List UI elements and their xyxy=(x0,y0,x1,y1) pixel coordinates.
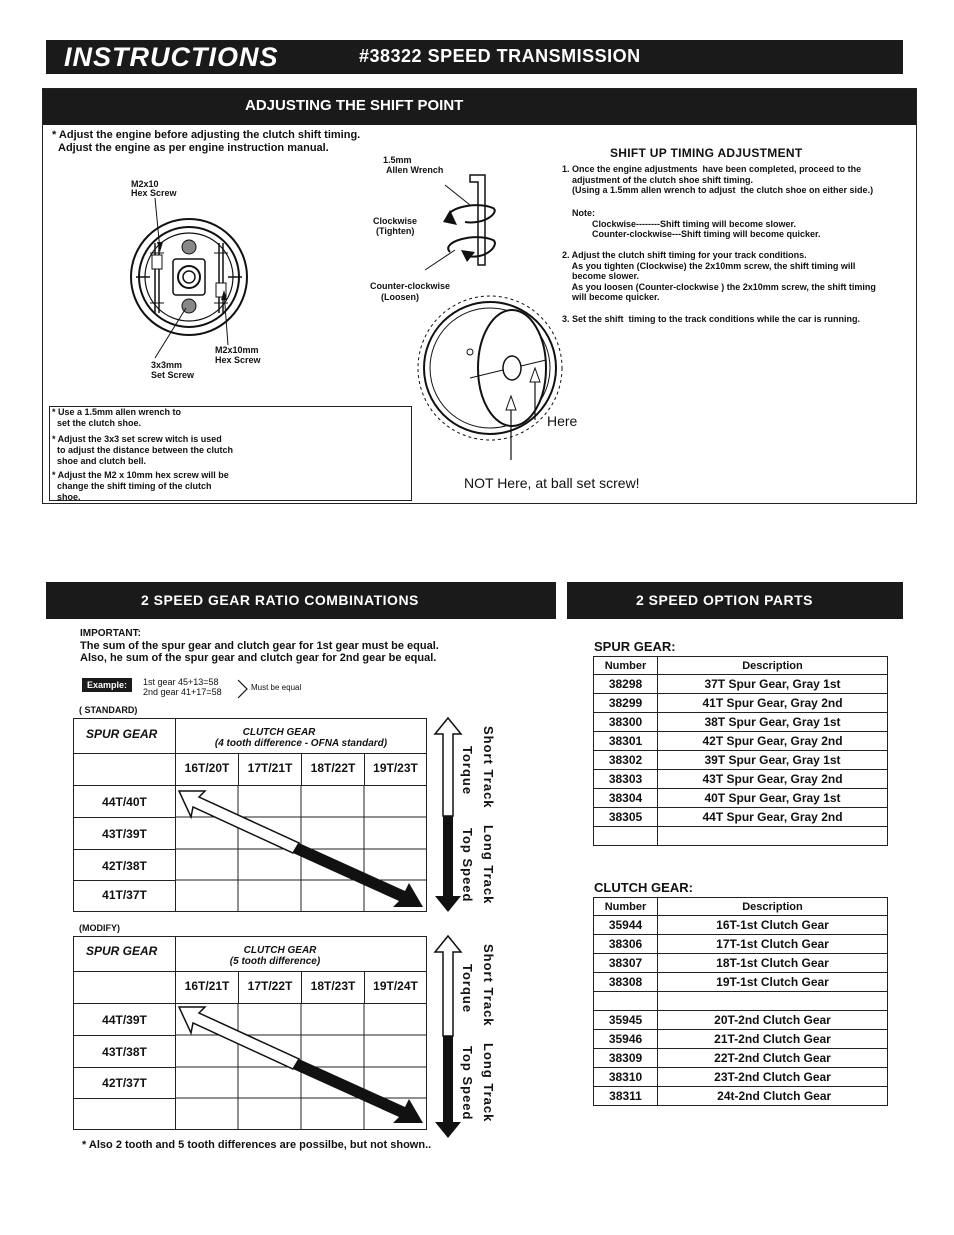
std-blank-cell xyxy=(73,753,176,786)
mod-row-1: 44T/39T xyxy=(102,1013,147,1027)
mod-clutch-header: CLUTCH GEAR xyxy=(243,945,317,956)
part-number: 38298 xyxy=(594,675,658,694)
std-ratio-arrow xyxy=(175,785,427,912)
std-clutch-header: CLUTCH GEAR xyxy=(242,727,316,738)
important-line-2: Also, he sum of the spur gear and clutch gear for 2nd gear be equal. xyxy=(80,652,437,664)
part-number: 38303 xyxy=(594,770,658,789)
timing-step-1: 1. Once the engine adjustments have been completed, proceed to the adjustment of the clutch shoe shift timing. (Using a 1.5mm allen wrench to adjust the clutch shoe on either side.) xyxy=(562,164,874,195)
table-row xyxy=(594,770,888,789)
table-row xyxy=(594,789,888,808)
example-badge: Example: xyxy=(82,678,132,692)
tip-3: * Adjust the M2 x 10mm hex screw will be change the shift timing of the clutch shoe. xyxy=(52,470,229,502)
option-heading-bar xyxy=(567,582,903,619)
mod-col-3: 18T/23T xyxy=(310,979,356,993)
part-description: 39T Spur Gear, Gray 1st xyxy=(658,751,888,770)
table-row xyxy=(594,1068,888,1087)
part-description: 23T-2nd Clutch Gear xyxy=(658,1068,888,1087)
timing-step-2: 2. Adjust the clutch shift timing for your track conditions. As you tighten (Clockwise) the 2x10mm screw, the shift timing will become slower. As you loosen (Counter-clockwise ) the 2x10mm screw, the shift timing will become quicker. xyxy=(562,250,876,302)
table-row xyxy=(594,935,888,954)
mod-blank-cell xyxy=(73,971,176,1004)
part-number: 38304 xyxy=(594,789,658,808)
example-line-2: 2nd gear 41+17=58 xyxy=(143,687,222,697)
engine-note-1: * Adjust the engine before adjusting the clutch shift timing. xyxy=(52,129,361,141)
part-description: 22T-2nd Clutch Gear xyxy=(658,1049,888,1068)
table-row xyxy=(594,954,888,973)
part-number xyxy=(594,827,658,846)
mod-ratio-arrow xyxy=(175,1003,427,1130)
part-description: 37T Spur Gear, Gray 1st xyxy=(658,675,888,694)
part-description: 18T-1st Clutch Gear xyxy=(658,954,888,973)
tip-2: * Adjust the 3x3 set screw witch is used to adjust the distance between the clutch shoe and clutch bell. xyxy=(52,434,234,466)
table-row xyxy=(594,808,888,827)
label-tighten: (Tighten) xyxy=(376,226,415,236)
mod-row-cell-4 xyxy=(73,1098,176,1130)
page-subtitle: #38322 SPEED TRANSMISSION xyxy=(359,46,641,66)
shift-heading-bar xyxy=(43,89,916,125)
gear-wrench-illustration xyxy=(415,170,565,460)
part-description: 44T Spur Gear, Gray 2nd xyxy=(658,808,888,827)
must-be-equal: Must be equal xyxy=(251,683,302,692)
label-m2x10: M2x10 xyxy=(131,179,159,189)
part-number: 38299 xyxy=(594,694,658,713)
part-number: 35945 xyxy=(594,1011,658,1030)
label-here: Here xyxy=(547,413,578,429)
part-description: 17T-1st Clutch Gear xyxy=(658,935,888,954)
part-description: 41T Spur Gear, Gray 2nd xyxy=(658,694,888,713)
table-row xyxy=(594,916,888,935)
important-label: IMPORTANT: xyxy=(80,628,141,639)
table-row xyxy=(594,827,888,846)
mod-row-2: 43T/38T xyxy=(102,1045,147,1059)
std-clutch-sub: (4 tooth difference - OFNA standard) xyxy=(214,738,388,749)
std-col-2: 17T/21T xyxy=(247,761,293,775)
tip-1: * Use a 1.5mm allen wrench to set the clutch shoe. xyxy=(52,407,182,428)
table-row xyxy=(594,751,888,770)
table-row xyxy=(594,1049,888,1068)
table-row xyxy=(594,992,888,1011)
mod-torque: Torque xyxy=(460,964,475,1014)
label-clockwise: Clockwise xyxy=(373,216,418,226)
clutch-col-description: Description xyxy=(658,898,888,916)
part-number: 38302 xyxy=(594,751,658,770)
std-row-4: 41T/37T xyxy=(102,888,147,902)
label-m2x10mm: M2x10mm xyxy=(215,345,259,355)
label-loosen: (Loosen) xyxy=(381,292,419,302)
mod-long-track: Long Track xyxy=(481,1043,496,1123)
part-description: 16T-1st Clutch Gear xyxy=(658,916,888,935)
part-number: 35946 xyxy=(594,1030,658,1049)
table-row xyxy=(594,675,888,694)
timing-note: Note: Clockwise--------Shift timing will become slower. Counter-clockwise---Shift timing will become quicker. xyxy=(572,208,821,239)
table-row xyxy=(594,694,888,713)
std-row-3: 42T/38T xyxy=(102,859,147,873)
clutch-col-number: Number xyxy=(594,898,658,916)
part-number: 38309 xyxy=(594,1049,658,1068)
label-hex-screw: Hex Screw xyxy=(131,188,177,198)
std-side-arrow xyxy=(433,716,463,914)
mod-clutch-sub: (5 tooth difference) xyxy=(229,956,321,967)
important-line-1: The sum of the spur gear and clutch gear for 1st gear must be equal. xyxy=(80,640,439,652)
modify-tag: (MODIFY) xyxy=(79,923,120,933)
table-row xyxy=(594,1030,888,1049)
table-row xyxy=(594,713,888,732)
std-row-2: 43T/39T xyxy=(102,827,147,841)
label-set-screw: Set Screw xyxy=(151,370,195,380)
label-allen-wrench: Allen Wrench xyxy=(386,165,444,175)
shift-heading: ADJUSTING THE SHIFT POINT xyxy=(245,97,464,114)
mod-short-track: Short Track xyxy=(481,944,496,1027)
spur-col-number: Number xyxy=(594,657,658,675)
example-line-1: 1st gear 45+13=58 xyxy=(143,677,219,687)
mod-spur-header: SPUR GEAR xyxy=(86,944,158,958)
part-description xyxy=(658,992,888,1011)
std-long-track: Long Track xyxy=(481,825,496,905)
spur-gear-table xyxy=(593,656,888,846)
std-short-track: Short Track xyxy=(481,726,496,809)
part-number: 38308 xyxy=(594,973,658,992)
part-number: 38311 xyxy=(594,1087,658,1106)
part-number: 38305 xyxy=(594,808,658,827)
mod-col-4: 19T/24T xyxy=(373,979,418,993)
diagram-leader-lines xyxy=(130,190,250,360)
table-row xyxy=(594,1087,888,1106)
part-number xyxy=(594,992,658,1011)
part-description: 24t-2nd Clutch Gear xyxy=(658,1087,888,1106)
ratio-footnote: * Also 2 tooth and 5 tooth differences are possilbe, but not shown.. xyxy=(82,1139,432,1151)
part-description xyxy=(658,827,888,846)
ratio-heading: 2 SPEED GEAR RATIO COMBINATIONS xyxy=(141,592,419,608)
std-torque: Torque xyxy=(460,746,475,796)
spur-col-description: Description xyxy=(658,657,888,675)
label-allen-size: 1.5mm xyxy=(383,155,412,165)
std-col-3: 18T/22T xyxy=(310,761,356,775)
page-title: INSTRUCTIONS xyxy=(64,42,279,72)
timing-title: SHIFT UP TIMING ADJUSTMENT xyxy=(610,146,803,160)
std-spur-header: SPUR GEAR xyxy=(86,727,158,741)
mod-row-3: 42T/37T xyxy=(102,1076,147,1090)
part-description: 19T-1st Clutch Gear xyxy=(658,973,888,992)
clutch-gear-title: CLUTCH GEAR: xyxy=(594,880,693,895)
ratio-heading-bar xyxy=(46,582,556,619)
part-number: 38310 xyxy=(594,1068,658,1087)
clutch-gear-table xyxy=(593,897,888,1106)
std-col-1: 16T/20T xyxy=(184,761,230,775)
part-description: 21T-2nd Clutch Gear xyxy=(658,1030,888,1049)
mod-col-1: 16T/21T xyxy=(184,979,230,993)
bracket-icon xyxy=(236,678,250,700)
part-description: 43T Spur Gear, Gray 2nd xyxy=(658,770,888,789)
part-description: 20T-2nd Clutch Gear xyxy=(658,1011,888,1030)
std-top-speed: Top Speed xyxy=(460,828,475,903)
part-description: 42T Spur Gear, Gray 2nd xyxy=(658,732,888,751)
label-counter-clockwise: Counter-clockwise xyxy=(370,281,451,291)
label-not-here: NOT Here, at ball set screw! xyxy=(464,475,640,491)
mod-top-speed: Top Speed xyxy=(460,1046,475,1121)
table-row xyxy=(594,973,888,992)
part-number: 38306 xyxy=(594,935,658,954)
part-number: 38300 xyxy=(594,713,658,732)
spur-gear-title: SPUR GEAR: xyxy=(594,639,676,654)
std-col-4: 19T/23T xyxy=(373,761,418,775)
mod-side-arrow xyxy=(433,934,463,1140)
part-number: 35944 xyxy=(594,916,658,935)
mod-col-2: 17T/22T xyxy=(247,979,293,993)
label-3x3mm: 3x3mm xyxy=(151,360,183,370)
label-hex-screw-2: Hex Screw xyxy=(215,355,261,365)
part-number: 38301 xyxy=(594,732,658,751)
timing-step-3: 3. Set the shift timing to the track conditions while the car is running. xyxy=(562,314,861,324)
header-bar xyxy=(46,40,903,74)
part-description: 38T Spur Gear, Gray 1st xyxy=(658,713,888,732)
table-row xyxy=(594,1011,888,1030)
standard-tag: ( STANDARD) xyxy=(79,705,138,715)
part-number: 38307 xyxy=(594,954,658,973)
std-row-1: 44T/40T xyxy=(102,795,147,809)
table-row xyxy=(594,732,888,751)
part-description: 40T Spur Gear, Gray 1st xyxy=(658,789,888,808)
option-heading: 2 SPEED OPTION PARTS xyxy=(636,592,813,608)
engine-note-2: Adjust the engine as per engine instruction manual. xyxy=(58,142,329,154)
